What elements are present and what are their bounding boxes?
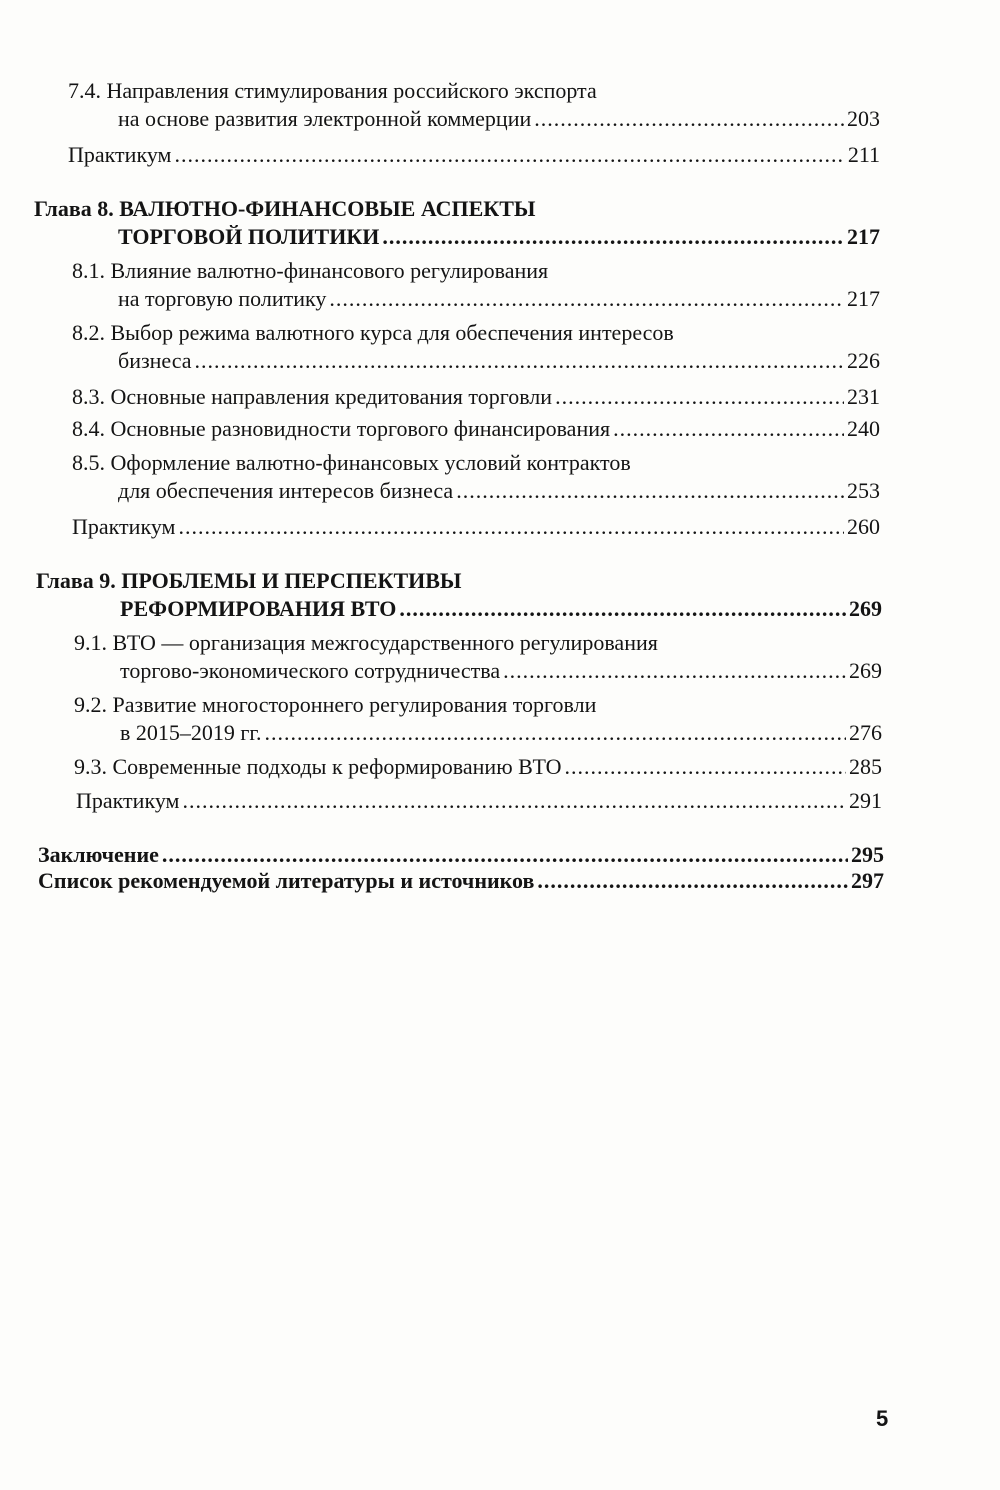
- toc-entry-8-5-line2: [118, 476, 880, 506]
- section-title-cont: на основе развития электронной коммерции: [118, 106, 532, 131]
- section-title: Список рекомендуемой литературы и источников: [38, 868, 535, 893]
- section-title: Оформление валютно-финансовых условий контрактов: [110, 450, 631, 475]
- section-title-cont: торгово-экономического сотрудничества: [120, 658, 501, 683]
- leader-dots: [537, 866, 848, 896]
- toc-entry-8-3: [72, 382, 880, 412]
- section-title: Современные подходы к реформированию ВТО: [112, 754, 562, 779]
- section-title: Развитие многостороннего регулирования торговли: [112, 692, 597, 717]
- section-number: 8.3.: [72, 384, 105, 409]
- leader-dots: [329, 284, 844, 314]
- toc-chapter-8-line2: [118, 222, 880, 252]
- section-number: 8.1.: [72, 258, 105, 283]
- toc-entry-8-1-line2: [118, 284, 880, 314]
- section-number: 8.4.: [72, 416, 105, 441]
- leader-dots: [195, 346, 844, 376]
- leader-dots: [182, 786, 846, 816]
- page-ref: 217: [847, 286, 880, 311]
- chapter-number: Глава 9.: [36, 568, 116, 593]
- section-title: Практикум: [72, 514, 176, 539]
- page-ref: 217: [847, 224, 880, 249]
- toc-entry-8-5-line1: [72, 448, 631, 478]
- chapter-title-cont: РЕФОРМИРОВАНИЯ ВТО: [120, 596, 397, 621]
- page-ref: 253: [847, 478, 880, 503]
- chapter-title: ВАЛЮТНО-ФИНАНСОВЫЕ АСПЕКТЫ: [119, 196, 536, 221]
- toc-entry-9-2-line1: [74, 690, 596, 720]
- chapter-number: Глава 8.: [34, 196, 114, 221]
- page-ref: 269: [849, 596, 882, 621]
- toc-entry-7-4-line1: [68, 76, 597, 106]
- section-title: ВТО — организация межгосударственного регулирования: [112, 630, 658, 655]
- section-number: 9.3.: [74, 754, 107, 779]
- toc-entry-9-1-line1: [74, 628, 658, 658]
- section-title-cont: для обеспечения интересов бизнеса: [118, 478, 454, 503]
- leader-dots: [503, 656, 846, 686]
- section-title: Основные направления кредитования торговли: [110, 384, 553, 409]
- leader-dots: [613, 414, 844, 444]
- toc-chapter-9-line2: [120, 594, 882, 624]
- section-title: Влияние валютно-финансового регулирования: [110, 258, 549, 283]
- leader-dots: [178, 512, 844, 542]
- toc-entry-9-3: [74, 752, 882, 782]
- section-title-cont: в 2015–2019 гг.: [120, 720, 262, 745]
- toc-entry-9-1-line2: [120, 656, 882, 686]
- toc-chapter-8-line1: [34, 194, 536, 224]
- leader-dots: [456, 476, 844, 506]
- leader-dots: [399, 594, 846, 624]
- section-title: Выбор режима валютного курса для обеспечения интересов: [110, 320, 674, 345]
- section-title-cont: на торговую политику: [118, 286, 327, 311]
- page-ref: 276: [849, 720, 882, 745]
- chapter-title: ПРОБЛЕМЫ И ПЕРСПЕКТИВЫ: [121, 568, 462, 593]
- chapter-title-cont: ТОРГОВОЙ ПОЛИТИКИ: [118, 224, 380, 249]
- toc-entry-references: [38, 866, 884, 896]
- section-title: Практикум: [76, 788, 180, 813]
- page-ref: 269: [849, 658, 882, 683]
- toc-entry-8-4: [72, 414, 880, 444]
- section-number: 9.2.: [74, 692, 107, 717]
- leader-dots: [264, 718, 846, 748]
- toc-entry-9-2-line2: [120, 718, 882, 748]
- page-ref: 240: [847, 416, 880, 441]
- toc-entry-ch8-practicum: [72, 512, 880, 542]
- leader-dots: [382, 222, 844, 252]
- page-ref: 297: [851, 868, 884, 893]
- section-title: Направления стимулирования российского экспорта: [106, 78, 597, 103]
- toc-entry-8-2-line1: [72, 318, 674, 348]
- section-number: 8.5.: [72, 450, 105, 475]
- leader-dots: [534, 104, 844, 134]
- page-ref: 291: [849, 788, 882, 813]
- page-ref: 203: [847, 106, 880, 131]
- toc-entry-ch7-practicum: [68, 140, 880, 170]
- leader-dots: [565, 752, 846, 782]
- section-title: Практикум: [68, 142, 172, 167]
- section-title: Основные разновидности торгового финансирования: [110, 416, 611, 441]
- page-ref: 211: [847, 142, 880, 167]
- page-number: 5: [876, 1406, 889, 1431]
- toc-entry-8-2-line2: [118, 346, 880, 376]
- section-title-cont: бизнеса: [118, 348, 192, 373]
- page-ref: 295: [851, 842, 884, 867]
- leader-dots: [555, 382, 844, 412]
- leader-dots: [174, 140, 844, 170]
- toc-entry-8-1-line1: [72, 256, 548, 286]
- toc-chapter-9-line1: [36, 566, 462, 596]
- toc-entry-ch9-practicum: [76, 786, 882, 816]
- section-number: 7.4.: [68, 78, 101, 103]
- section-title: Заключение: [38, 842, 159, 867]
- page-ref: 285: [849, 754, 882, 779]
- section-number: 9.1.: [74, 630, 107, 655]
- toc-entry-7-4-line2: [118, 104, 880, 134]
- page-ref: 231: [847, 384, 880, 409]
- page-ref: 226: [847, 348, 880, 373]
- section-number: 8.2.: [72, 320, 105, 345]
- page-ref: 260: [847, 514, 880, 539]
